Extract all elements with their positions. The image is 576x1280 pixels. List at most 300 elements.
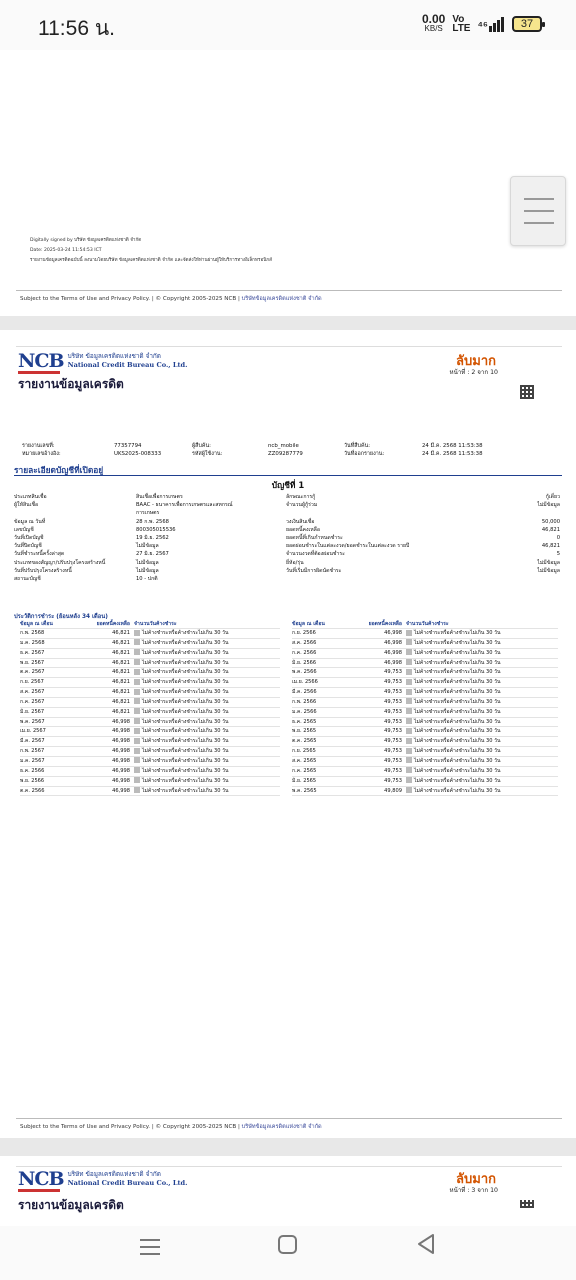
status-box-icon [406,679,412,685]
detail-label: ยอดหนี้ที่เกินกำหนดชำระ [286,534,343,541]
status-box-icon [406,767,412,773]
pdf-page-3 [0,1156,576,1226]
status-box-icon [134,748,140,754]
detail-label: จำนวนผู้กู้ร่วม [286,502,318,509]
logo-text: NCB [18,1168,64,1190]
footer-divider [16,1118,562,1119]
detail-label: ยอดผ่อนชำระในแต่ละงวด/ยอดชำระในแต่ละงวด รายปี [286,543,410,550]
detail-row [286,509,560,517]
footer-text: Subject to the Terms of Use and Privacy Policy. | © Copyright 2005-2025 NCB | [20,1124,240,1130]
status-box-icon [134,718,140,724]
detail-row [14,518,284,526]
detail-value: สินเชื่อเพื่อการเกษตร [136,494,183,500]
history-row [292,678,558,688]
history-month: พ.ย. 2566 [20,777,45,784]
history-row [292,629,558,639]
history-balance: 46,821 [112,649,130,656]
account-heading: บัญชีที่ 1 [271,480,305,490]
confidential-label: ลับมาก [456,354,496,369]
detail-value: กู้เดี่ยว [545,494,560,500]
back-icon[interactable] [416,1233,436,1255]
network-speed-value: 0.00 [421,12,446,26]
history-month: พ.ย. 2565 [292,728,317,735]
payment-history-table-left [20,620,280,796]
detail-label: สถานะบัญชี [14,575,41,582]
history-status [134,777,228,787]
history-header [292,620,558,629]
history-row [292,668,558,678]
detail-row [286,526,560,534]
history-row [292,649,558,659]
detail-value: 46,821 [541,526,560,533]
history-status [406,668,500,678]
history-status [406,767,500,777]
history-balance: 49,753 [384,767,402,774]
status-box-icon [406,649,412,655]
detail-row [286,550,560,558]
section-title: รายละเอียดบัญชีที่เปิดอยู่ [14,465,104,475]
barcode-icon [520,385,534,399]
meta-label: หมายเลขอ้างอิง: [22,451,61,457]
status-box-icon [134,738,140,744]
history-month: ธ.ค. 2567 [20,649,45,656]
history-balance: 46,998 [112,738,130,745]
detail-row [286,534,560,542]
history-status-text: ไม่ค้างชำระหรือค้างชำระไม่เกิน 30 วัน [142,689,229,696]
detail-label: วันที่ชำระหนี้ครั้งล่าสุด [14,551,65,558]
history-status-text: ไม่ค้างชำระหรือค้างชำระไม่เกิน 30 วัน [142,738,229,745]
history-row [20,757,280,767]
history-status-text: ไม่ค้างชำระหรือค้างชำระไม่เกิน 30 วัน [142,728,229,735]
status-box-icon [134,659,140,665]
status-bar [0,0,576,50]
history-status-text: ไม่ค้างชำระหรือค้างชำระไม่เกิน 30 วัน [414,777,501,784]
meta-label: รหัสผู้ใช้งาน: [192,451,223,457]
history-status [134,727,228,737]
ncb-logo [18,1170,187,1192]
history-row [20,787,280,797]
signal-label: ⁴⁶ [477,19,488,32]
pdf-page-2 [0,330,576,1138]
history-status [134,659,228,669]
history-balance: 46,998 [112,777,130,784]
detail-value: 0 [556,534,560,541]
history-month: เม.ย. 2566 [292,679,318,686]
history-month: ธ.ค. 2566 [20,767,45,774]
detail-row [14,493,284,501]
status-box-icon [134,698,140,704]
history-status [134,767,228,777]
report-title: รายงานข้อมูลเครดิต [18,377,124,391]
status-time: 11:56 น. [38,17,116,40]
detail-value: 5 [556,551,560,558]
status-box-icon [134,708,140,714]
history-header [20,620,280,629]
footer-text: Subject to the Terms of Use and Privacy Policy. | © Copyright 2005-2025 NCB | [20,296,240,302]
history-status-text: ไม่ค้างชำระหรือค้างชำระไม่เกิน 30 วัน [414,669,501,676]
page-number: หน้าที่ : 3 จาก 10 [449,1187,498,1194]
history-status [134,757,228,767]
history-row [20,727,280,737]
status-box-icon [406,787,412,793]
history-month: พ.ย. 2567 [20,659,45,666]
status-box-icon [406,718,412,724]
history-status-text: ไม่ค้างชำระหรือค้างชำระไม่เกิน 30 วัน [414,787,501,794]
detail-value: 27 มิ.ย. 2567 [136,551,169,558]
history-status [134,787,228,797]
history-status-text: ไม่ค้างชำระหรือค้างชำระไม่เกิน 30 วัน [142,649,229,656]
history-balance: 49,753 [384,698,402,705]
status-box-icon [134,649,140,655]
network-speed [422,14,445,34]
history-status-text: ไม่ค้างชำระหรือค้างชำระไม่เกิน 30 วัน [142,718,229,725]
history-balance: 49,753 [384,669,402,676]
history-balance: 49,753 [384,718,402,725]
signal-bars [489,17,505,32]
history-status-text: ไม่ค้างชำระหรือค้างชำระไม่เกิน 30 วัน [414,698,501,705]
history-header-cell: ข้อมูล ณ เดือน [20,621,53,627]
detail-label: วันที่เริ่มมีการผิดนัดชำระ [286,567,342,574]
history-status-text: ไม่ค้างชำระหรือค้างชำระไม่เกิน 30 วัน [142,669,229,676]
detail-row [14,542,284,550]
battery-icon: 37 [512,16,542,32]
page-top-divider [16,346,562,347]
status-box-icon [406,748,412,754]
history-balance: 49,753 [384,689,402,696]
history-status-text: ไม่ค้างชำระหรือค้างชำระไม่เกิน 30 วัน [414,767,501,774]
history-balance: 46,821 [112,698,130,705]
history-balance: 46,821 [112,708,130,715]
history-balance: 49,753 [384,738,402,745]
history-month: ส.ค. 2565 [292,757,317,764]
history-status-text: ไม่ค้างชำระหรือค้างชำระไม่เกิน 30 วัน [142,698,229,705]
history-status [134,649,228,659]
history-row [20,629,280,639]
history-balance: 46,998 [112,757,130,764]
detail-value: ไม่มีข้อมูล [537,559,560,566]
status-box-icon [406,777,412,783]
detail-row [14,509,284,517]
history-month: ก.ย. 2565 [292,748,316,755]
history-status [406,757,500,767]
history-month: ธ.ค. 2565 [292,718,317,725]
status-box-icon [134,787,140,793]
detail-label: วันที่เปิดบัญชี [14,534,44,541]
history-status-text: ไม่ค้างชำระหรือค้างชำระไม่เกิน 30 วัน [142,757,229,764]
history-status-text: ไม่ค้างชำระหรือค้างชำระไม่เกิน 30 วัน [142,708,229,715]
history-month: ส.ค. 2566 [292,639,317,646]
history-row [292,737,558,747]
history-balance: 49,753 [384,748,402,755]
history-month: ก.ค. 2566 [292,649,317,656]
history-status [406,747,500,757]
history-status-text: ไม่ค้างชำระหรือค้างชำระไม่เกิน 30 วัน [414,630,501,636]
history-row [20,639,280,649]
history-month: ก.พ. 2567 [20,748,45,755]
history-balance: 46,998 [112,787,130,794]
history-month: ก.ย. 2567 [20,679,44,686]
payment-history-table-right [292,620,558,796]
history-status-text: ไม่ค้างชำระหรือค้างชำระไม่เกิน 30 วัน [142,767,229,774]
status-box-icon [406,689,412,695]
history-balance: 46,821 [112,669,130,676]
status-box-icon [406,669,412,675]
history-status-text: ไม่ค้างชำระหรือค้างชำระไม่เกิน 30 วัน [414,708,501,715]
history-status [134,737,228,747]
history-status-text: ไม่ค้างชำระหรือค้างชำระไม่เกิน 30 วัน [414,748,501,755]
detail-label: ยี่ห้อ/รุ่น [286,559,304,566]
navigation-bar [0,1226,576,1280]
status-box-icon [406,738,412,744]
detail-label: เลขบัญชี [14,526,34,533]
detail-label: ยอดหนี้คงเหลือ [286,526,320,533]
history-row [292,767,558,777]
detail-row [14,501,284,509]
history-status-text: ไม่ค้างชำระหรือค้างชำระไม่เกิน 30 วัน [142,787,229,794]
status-box-icon [134,767,140,773]
company-name-en: National Credit Bureau Co., Ltd. [67,1179,188,1187]
status-box-icon [134,689,140,695]
history-month: ก.พ. 2568 [20,630,45,636]
detail-row [14,526,284,534]
detail-row [14,575,284,583]
page-top-divider [16,1166,562,1167]
detail-value: ไม่มีข้อมูล [136,559,159,566]
history-header-cell: ยอดหนี้คงเหลือ [96,621,130,627]
detail-label: ลักษณะการกู้ [286,494,316,500]
detail-label: ประเภทของสัญญา/ปรับปรุงโครงสร้างหนี้ [14,559,106,566]
history-status-text: ไม่ค้างชำระหรือค้างชำระไม่เกิน 30 วัน [414,738,501,745]
history-row [292,727,558,737]
volte-bottom: LTE [452,23,471,34]
history-status [406,787,500,797]
history-status [406,777,500,787]
account-details-left [14,493,284,583]
status-box-icon [134,777,140,783]
history-status [406,718,500,728]
system-indicators [422,14,542,34]
history-balance: 46,998 [384,639,402,646]
history-status [406,659,500,669]
company-name [68,1170,188,1188]
history-balance: 46,998 [384,630,402,636]
recent-apps-icon[interactable] [140,1234,160,1255]
viewer-menu-button[interactable] [510,176,566,246]
detail-row [286,567,560,575]
history-row [292,718,558,728]
history-month: พ.ค. 2566 [292,669,317,676]
history-month: ต.ค. 2567 [20,669,45,676]
history-month: ต.ค. 2565 [292,738,317,745]
page-footer [20,295,322,303]
history-month: พ.ค. 2565 [292,787,317,794]
signature-line: Date: 2025-03-24 11:54:53 ICT [30,248,102,253]
history-row [20,698,280,708]
history-status [134,629,228,639]
detail-label: วันที่ปรับปรุงโครงสร้างหนี้ [14,567,72,574]
digital-signature-note [30,236,272,266]
meta-value: ncb_mobile [268,443,299,449]
history-balance: 46,821 [112,639,130,646]
detail-value: ไม่มีข้อมูล [537,502,560,509]
detail-value: ไม่มีข้อมูล [537,567,560,574]
detail-row [14,567,284,575]
history-row [292,747,558,757]
detail-row [14,534,284,542]
history-status [134,678,228,688]
history-header-cell: ข้อมูล ณ เดือน [292,621,325,627]
history-row [20,708,280,718]
history-status-text: ไม่ค้างชำระหรือค้างชำระไม่เกิน 30 วัน [414,728,501,735]
history-row [20,668,280,678]
history-status-text: ไม่ค้างชำระหรือค้างชำระไม่เกิน 30 วัน [142,659,229,666]
history-balance: 46,821 [112,689,130,696]
history-row [292,688,558,698]
history-month: ก.ค. 2567 [20,698,45,705]
detail-value: 46,821 [541,543,560,550]
history-status [406,727,500,737]
detail-row [14,559,284,567]
history-balance: 49,753 [384,679,402,686]
history-row [292,757,558,767]
detail-row [286,518,560,526]
history-row [20,767,280,777]
history-status-text: ไม่ค้างชำระหรือค้างชำระไม่เกิน 30 วัน [142,679,229,686]
history-status-text: ไม่ค้างชำระหรือค้างชำระไม่เกิน 30 วัน [142,639,229,646]
status-box-icon [134,757,140,763]
history-month: เม.ย. 2567 [20,728,46,735]
history-row [292,777,558,787]
history-row [20,737,280,747]
pdf-viewer[interactable] [0,50,576,1226]
page-footer [20,1123,322,1131]
detail-value: 28 ก.พ. 2568 [136,518,169,525]
ncb-logo-mark [18,1170,64,1192]
status-box-icon [134,630,140,636]
meta-label: รายงานเลขที่: [22,443,55,449]
history-status [406,649,500,659]
history-status-text: ไม่ค้างชำระหรือค้างชำระไม่เกิน 30 วัน [142,748,229,755]
history-month: ม.ค. 2567 [20,757,45,764]
ncb-logo-mark [18,352,64,374]
history-row [292,698,558,708]
detail-label: ประเภทสินเชื่อ [14,494,47,500]
status-box-icon [406,659,412,665]
status-box-icon [406,639,412,645]
history-month: ม.ค. 2566 [292,708,317,715]
status-box-icon [406,630,412,636]
history-month: มิ.ย. 2567 [20,708,45,715]
history-row [292,708,558,718]
history-row [20,659,280,669]
signal-icon [477,17,505,32]
history-status [406,629,500,639]
detail-label: วงเงินสินเชื่อ [286,518,315,525]
history-status [134,639,228,649]
history-row [292,639,558,649]
detail-value: ไม่มีข้อมูล [136,543,159,550]
report-title: รายงานข้อมูลเครดิต [18,1198,124,1212]
history-balance: 46,821 [112,630,130,636]
company-name-th: บริษัท ข้อมูลเครดิตแห่งชาติ จำกัด [67,1170,161,1178]
history-month: มี.ค. 2566 [292,689,317,696]
detail-value: 19 มิ.ย. 2562 [136,534,169,541]
meta-value: 24 มี.ค. 2568 11:53:38 [422,451,483,457]
history-balance: 46,998 [112,767,130,774]
history-balance: 46,998 [112,728,130,735]
detail-row [286,493,560,501]
volte-icon [452,15,470,33]
meta-label: วันที่สืบค้น: [344,443,371,449]
history-row [20,678,280,688]
history-status-text: ไม่ค้างชำระหรือค้างชำระไม่เกิน 30 วัน [142,777,229,784]
ncb-logo [18,352,187,374]
meta-label: วันที่ออกรายงาน: [344,451,385,457]
footer-divider [16,290,562,291]
history-status [134,747,228,757]
history-status [134,668,228,678]
history-balance: 49,753 [384,757,402,764]
status-box-icon [406,757,412,763]
history-month: มิ.ย. 2566 [292,659,317,666]
volte-top: Vo [452,14,465,25]
history-month: ก.ค. 2565 [292,767,317,774]
network-speed-unit: KB/S [424,24,443,33]
detail-row [286,559,560,567]
history-month: ต.ค. 2566 [20,787,45,794]
history-header-cell: ยอดหนี้คงเหลือ [368,621,402,627]
company-name [68,352,188,370]
history-month: ก.พ. 2566 [292,698,317,705]
history-status-text: ไม่ค้างชำระหรือค้างชำระไม่เกิน 30 วัน [142,630,229,636]
history-month: ม.ค. 2568 [20,639,45,646]
history-balance: 46,821 [112,679,130,686]
history-status [406,688,500,698]
signature-line: รายงานข้อมูลเครดิตฉบับนี้ ลงนามโดยบริษัท ข้อมูลเครดิตแห่งชาติ จำกัด และจัดส่งให้ท่านผ่านผู้ให้บริการทางอิเล็กทรอนิกส์ [30,258,272,263]
detail-row [14,550,284,558]
company-name-th: บริษัท ข้อมูลเครดิตแห่งชาติ จำกัด [67,352,161,360]
section-divider [14,475,562,476]
history-month: ส.ค. 2567 [20,689,45,696]
history-month: มิ.ย. 2565 [292,777,317,784]
detail-value: 50,000 [541,518,560,525]
history-status [406,678,500,688]
history-row [20,688,280,698]
history-status-text: ไม่ค้างชำระหรือค้างชำระไม่เกิน 30 วัน [414,689,501,696]
status-box-icon [406,728,412,734]
history-month: ก.ย. 2566 [292,630,316,636]
confidential-label: ลับมาก [456,1172,496,1187]
payment-history-title: ประวัติการชำระ (ย้อนหลัง 34 เดือน) [14,614,108,620]
home-icon[interactable] [278,1235,297,1254]
meta-label: ผู้สืบค้น: [192,443,211,449]
detail-value: ไม่มีข้อมูล [136,567,159,574]
history-row [292,659,558,669]
status-box-icon [406,698,412,704]
history-status-text: ไม่ค้างชำระหรือค้างชำระไม่เกิน 30 วัน [414,659,501,666]
detail-value: 8003050155​36 [136,526,176,533]
detail-row [286,501,560,509]
history-balance: 49,753 [384,728,402,735]
detail-label: จำนวนงวดที่ต้องผ่อนชำระ [286,551,345,558]
footer-company: บริษัทข้อมูลเครดิตแห่งชาติ จำกัด [241,296,322,302]
signature-line: Digitally signed by บริษัท ข้อมูลเครดิตแห่งชาติ จำกัด [30,238,142,243]
pdf-page-1 [0,50,576,316]
meta-value: 24 มี.ค. 2568 11:53:38 [422,443,483,449]
detail-label: วันที่ปิดบัญชี [14,543,42,550]
history-status [406,639,500,649]
status-box-icon [134,679,140,685]
